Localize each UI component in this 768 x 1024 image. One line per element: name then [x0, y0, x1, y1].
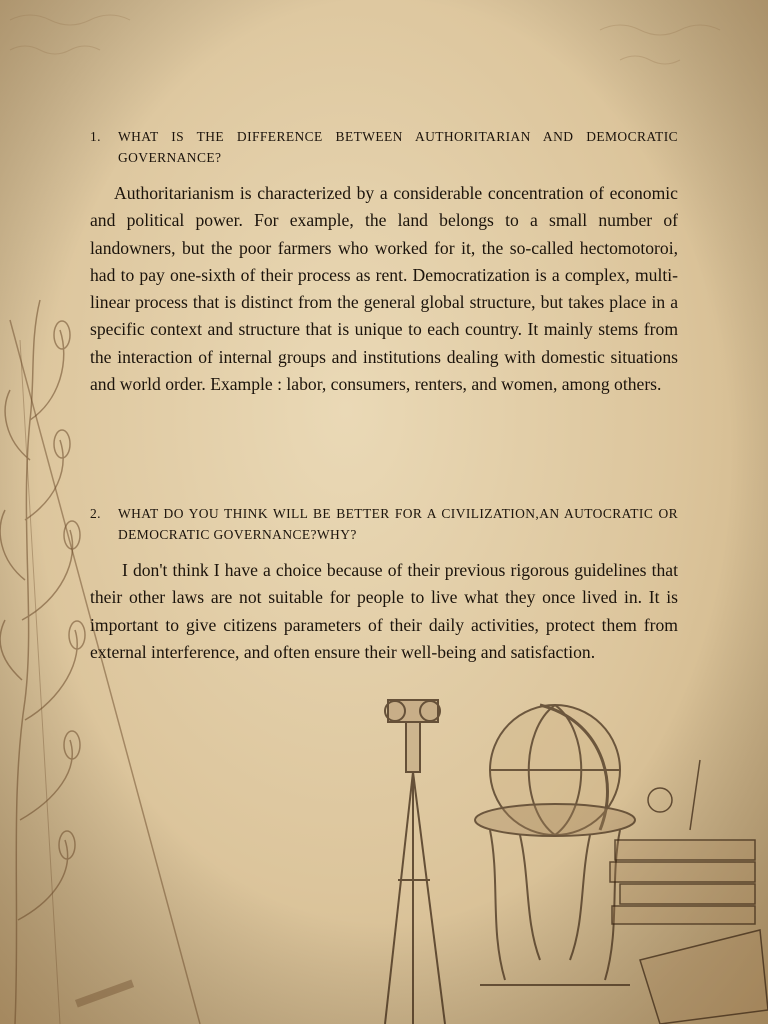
answer-1-paragraph: Authoritarianism is characterized by a considerable concentration of economic and political power. For example, the land belongs to a small number of landowners, but the poor farmers who worked for it, the so-called hectomotoroi, had to pay one-sixth of their process as rent. Democratization is a complex, multi-linear process that is distinct from the general global structure, but takes place in a specific context and structure that is unique to each country. It mainly stems from the interaction of internal groups and institutions dealing with domestic situations and world order. Example : labor, consumers, renters, and women, among others.: [90, 183, 678, 395]
question-1-number: 1.: [90, 129, 101, 144]
question-2-text: WHAT DO YOU THINK WILL BE BETTER FOR A CIVILIZATION,AN AUTOCRATIC OR DEMOCRATIC GOVERNANCE?WHY?: [118, 506, 678, 542]
answer-2-paragraph: I don't think I have a choice because of their previous rigorous guidelines that their other laws are not suitable for people to live what they once lived in. It is important to give citizens parameters of their daily activities, protect them from external interference, and often ensure their well-being and satisfaction.: [90, 560, 678, 663]
question-1: [90, 126, 678, 168]
question-1-text: WHAT IS THE DIFFERENCE BETWEEN AUTHORITARIAN AND DEMOCRATIC GOVERNANCE?: [118, 129, 678, 165]
question-2: [90, 503, 678, 545]
question-2-number: 2.: [90, 506, 101, 521]
